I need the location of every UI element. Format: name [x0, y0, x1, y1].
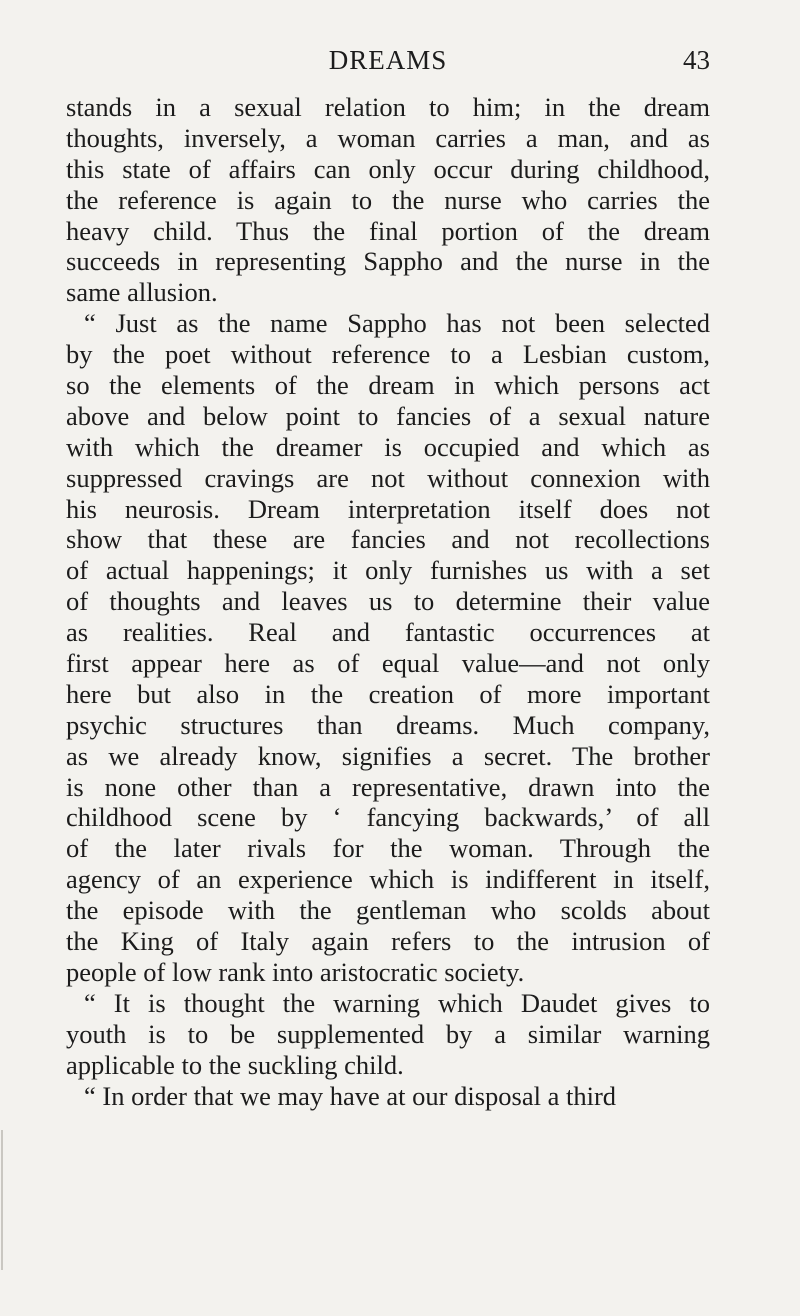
text-line: his neurosis. Dream interpretation itself does not: [66, 493, 710, 524]
text-line: the reference is again to the nurse who carries the: [66, 184, 710, 215]
text-line: above and below point to fancies of a sexual nature: [66, 400, 710, 431]
text-line: “ It is thought the warning which Daudet gives to: [84, 987, 710, 1018]
text-line: so the elements of the dream in which persons act: [66, 370, 710, 401]
text-line: of thoughts and leaves us to determine their value: [66, 586, 710, 617]
text-line: first appear here as of equal value—and not only: [66, 648, 710, 679]
text-line: with which the dreamer is occupied and which as: [66, 431, 710, 462]
text-line: thoughts, inversely, a woman carries a man, and as: [66, 122, 710, 153]
text-line: of the later rivals for the woman. Through the: [66, 833, 710, 864]
text-line: as realities. Real and fantastic occurrences at: [66, 617, 710, 648]
running-head: [66, 40, 710, 80]
running-title: DREAMS: [328, 45, 448, 75]
text-line: of actual happenings; it only furnishes us with a set: [66, 555, 710, 586]
text-line: applicable to the suckling child.: [66, 1049, 404, 1080]
text-line: heavy child. Thus the final portion of the dream: [66, 215, 710, 246]
text-line: “ In order that we may have at our disposal a third: [84, 1080, 617, 1111]
text-line: youth is to be supplemented by a similar warning: [66, 1018, 710, 1049]
page-number: 43: [683, 45, 710, 75]
paragraph: [66, 92, 710, 308]
text-line: here but also in the creation of more important: [66, 678, 710, 709]
text-line: childhood scene by ‘ fancying backwards,’ of all: [66, 802, 710, 833]
paragraph: [66, 988, 710, 1081]
paragraph: [66, 308, 710, 988]
text-line: show that these are fancies and not recollections: [66, 524, 710, 555]
scan-edge-shadow: [1, 1130, 3, 1270]
text-line: stands in a sexual relation to him; in the dream: [66, 92, 710, 122]
text-line: is none other than a representative, drawn into the: [66, 771, 710, 802]
text-line: this state of affairs can only occur during childhood,: [66, 153, 710, 184]
text-line: agency of an experience which is indifferent in itself,: [66, 864, 710, 895]
text-line: the King of Italy again refers to the intrusion of: [66, 926, 710, 957]
text-line: psychic structures than dreams. Much company,: [66, 709, 710, 740]
text-line: by the poet without reference to a Lesbian custom,: [66, 339, 710, 370]
text-line: as we already know, signifies a secret. The brother: [66, 740, 710, 771]
body-text: [66, 92, 710, 1111]
text-line: people of low rank into aristocratic society.: [66, 956, 525, 987]
text-line: same allusion.: [66, 277, 218, 308]
text-line: the episode with the gentleman who scolds about: [66, 895, 710, 926]
text-line: “ Just as the name Sappho has not been selected: [84, 308, 710, 339]
paragraph: [66, 1081, 710, 1112]
text-line: suppressed cravings are not without connexion with: [66, 462, 710, 493]
text-line: succeeds in representing Sappho and the nurse in the: [66, 246, 710, 277]
